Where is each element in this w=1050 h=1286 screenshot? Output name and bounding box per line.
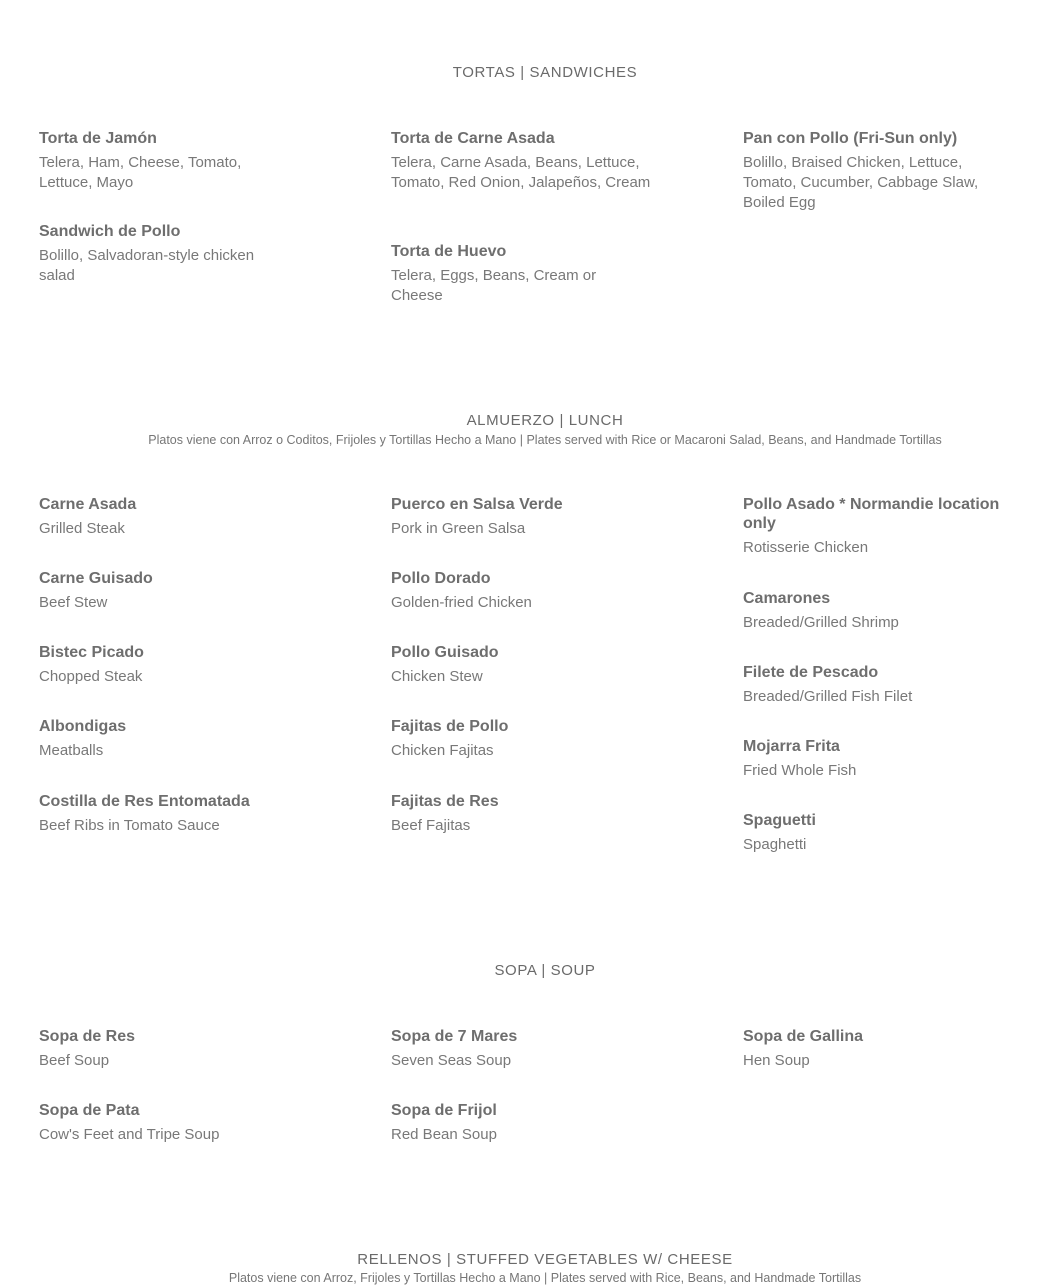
item-description: Telera, Carne Asada, Beans, Lettuce, Tomato, Red Onion, Jalapeños, Cream [391, 154, 651, 191]
menu-item [743, 811, 1033, 855]
item-name: Mojarra Frita [743, 738, 840, 755]
menu-item [743, 129, 1033, 213]
item-description: Pork in Green Salsa [391, 520, 526, 537]
item-description: Fried Whole Fish [743, 762, 857, 779]
item-name: Sopa de Pata [39, 1102, 140, 1119]
item-name: Carne Guisado [39, 570, 153, 587]
item-name: Fajitas de Pollo [391, 718, 509, 735]
menu-item [391, 1027, 681, 1071]
menu-item [743, 495, 1033, 558]
item-description: Telera, Ham, Cheese, Tomato, Lettuce, Mayo [39, 154, 242, 191]
menu-item [743, 589, 1033, 633]
item-name: Sopa de Gallina [743, 1028, 864, 1045]
item-description: Bolillo, Braised Chicken, Lettuce, Tomato, Cucumber, Cabbage Slaw, Boiled Egg [743, 154, 979, 211]
item-description: Beef Ribs in Tomato Sauce [39, 817, 220, 834]
item-name: Sandwich de Pollo [39, 223, 181, 240]
item-name: Albondigas [39, 718, 127, 735]
item-description: Rotisserie Chicken [743, 539, 869, 556]
item-description: Bolillo, Salvadoran-style chicken salad [39, 247, 255, 284]
menu-item [391, 495, 681, 539]
menu-item [39, 717, 329, 761]
menu-item [391, 1101, 681, 1145]
item-description: Grilled Steak [39, 520, 125, 537]
menu-item [39, 222, 329, 286]
menu-item [391, 242, 681, 306]
item-description: Red Bean Soup [391, 1126, 497, 1143]
item-description: Beef Stew [39, 594, 108, 611]
item-description: Telera, Eggs, Beans, Cream or Cheese [391, 267, 597, 304]
item-name: Torta de Carne Asada [391, 130, 555, 147]
item-name: Torta de Jamón [39, 130, 157, 147]
item-name: Spaguetti [743, 812, 816, 829]
item-name: Torta de Huevo [391, 243, 507, 260]
menu-item [39, 1027, 329, 1071]
item-name: Pan con Pollo (Fri-Sun only) [743, 130, 958, 147]
menu-item [391, 129, 681, 193]
item-description: Cow's Feet and Tripe Soup [39, 1126, 220, 1143]
item-name: Puerco en Salsa Verde [391, 496, 563, 513]
menu-item [391, 643, 681, 687]
section-subtitle: Platos viene con Arroz o Coditos, Frijoles y Tortillas Hecho a Mano | Plates served with Rice or Macaroni Salad, Beans, and Handmade Tortillas [148, 433, 942, 447]
item-name: Filete de Pescado [743, 664, 879, 681]
item-description: Chicken Stew [391, 668, 483, 685]
item-description: Hen Soup [743, 1052, 810, 1069]
section-subtitle: Platos viene con Arroz, Frijoles y Tortillas Hecho a Mano | Plates served with Rice, Beans, and Handmade Tortillas [228, 1271, 862, 1285]
menu-item [39, 643, 329, 687]
item-name: Fajitas de Res [391, 793, 499, 810]
section-title: ALMUERZO | LUNCH [466, 412, 624, 429]
menu-item [743, 1027, 1033, 1071]
menu-item [39, 495, 329, 539]
item-name: Bistec Picado [39, 644, 144, 661]
menu-item [391, 717, 681, 761]
item-name: Pollo Asado * Normandie location only [743, 496, 1000, 532]
menu-item [39, 1101, 329, 1145]
section-title: RELLENOS | STUFFED VEGETABLES W/ CHEESE [357, 1251, 733, 1268]
menu-item [391, 569, 681, 613]
item-description: Spaghetti [743, 836, 807, 853]
section-title: TORTAS | SANDWICHES [452, 64, 638, 81]
item-name: Costilla de Res Entomatada [39, 793, 250, 810]
item-name: Pollo Dorado [391, 570, 491, 587]
item-name: Sopa de 7 Mares [391, 1028, 518, 1045]
item-description: Seven Seas Soup [391, 1052, 512, 1069]
menu-item [743, 663, 1033, 707]
item-description: Chicken Fajitas [391, 742, 494, 759]
item-description: Breaded/Grilled Fish Filet [743, 688, 913, 705]
item-description: Chopped Steak [39, 668, 143, 685]
menu-item [39, 569, 329, 613]
item-description: Breaded/Grilled Shrimp [743, 614, 899, 631]
section-title: SOPA | SOUP [494, 962, 596, 979]
item-description: Meatballs [39, 742, 104, 759]
menu-item [391, 792, 681, 836]
menu-item [743, 737, 1033, 781]
item-description: Beef Soup [39, 1052, 110, 1069]
item-name: Carne Asada [39, 496, 137, 513]
item-description: Golden-fried Chicken [391, 594, 532, 611]
item-description: Beef Fajitas [391, 817, 471, 834]
item-name: Camarones [743, 590, 831, 607]
item-name: Pollo Guisado [391, 644, 499, 661]
menu-item [39, 792, 329, 836]
menu-item [39, 129, 329, 193]
item-name: Sopa de Frijol [391, 1102, 497, 1119]
item-name: Sopa de Res [39, 1028, 136, 1045]
